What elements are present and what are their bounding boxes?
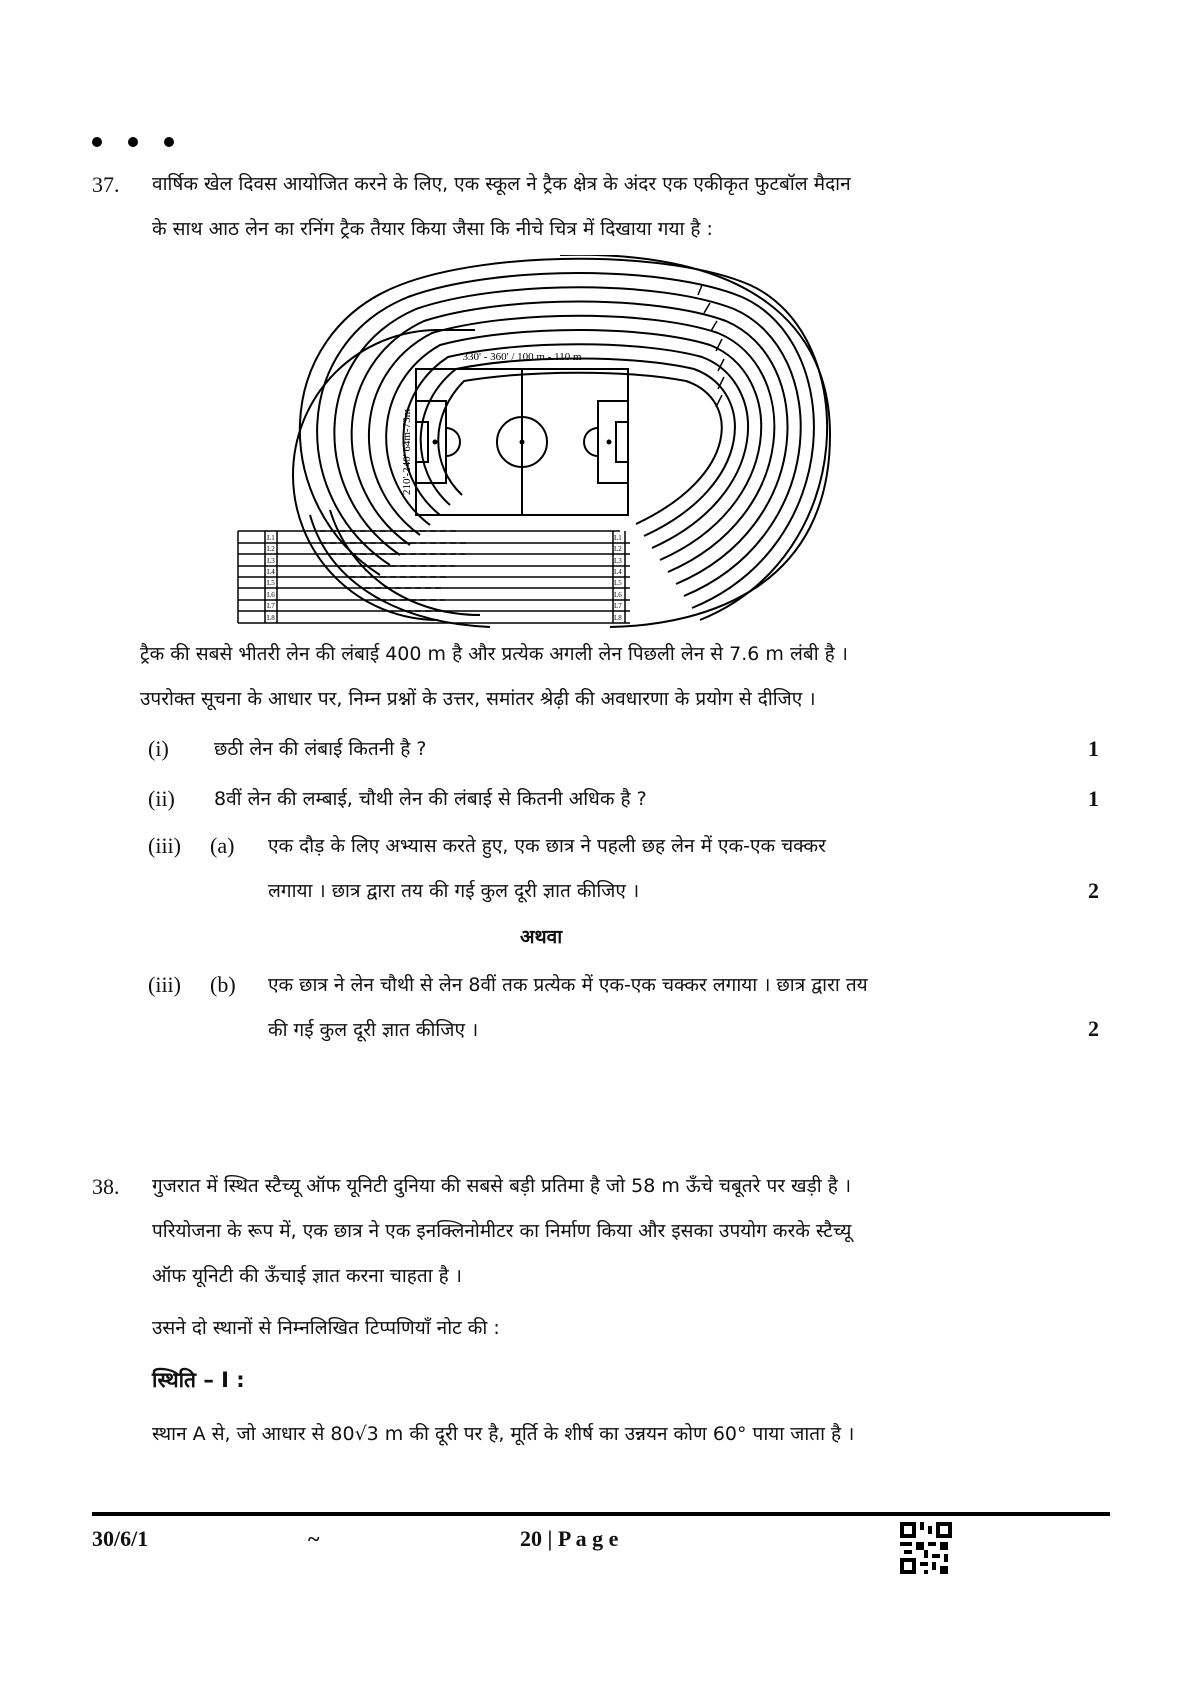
continuation-dots [92, 137, 174, 147]
svg-text:L1: L1 [614, 534, 622, 542]
question-37-number: 37. [92, 172, 120, 197]
field-width-label: 210'-240' 64m-73m [401, 408, 413, 495]
part-ii-text: 8वीं लेन की लम्बाई, चौथी लेन की लंबाई से कितनी अधिक है ? [214, 788, 647, 810]
qr-code-icon [900, 1522, 952, 1574]
situation-1-text: स्थान A से, जो आधार से 80√3 m की दूरी पर है, मूर्ति के शीर्ष का उन्नयन कोण 60° पाया जाता है । [152, 1423, 855, 1445]
footer-rule [92, 1512, 1110, 1516]
q38-observations-intro: उसने दो स्थानों से निम्नलिखित टिप्पणियाँ नोट की : [152, 1317, 500, 1339]
part-i-label: (i) [148, 736, 169, 761]
q37-info-line-2: उपरोक्त सूचना के आधार पर, निम्न प्रश्नों के उत्तर, समांतर श्रेढ़ी की अवधारणा के प्रयोग से दीजिए । [140, 688, 816, 710]
svg-text:L5: L5 [267, 579, 275, 587]
svg-text:L7: L7 [614, 602, 622, 610]
svg-text:L3: L3 [267, 557, 275, 565]
svg-text:L2: L2 [614, 545, 622, 553]
part-iii-b-label: (iii) [148, 972, 181, 997]
svg-text:L3: L3 [614, 557, 622, 565]
situation-1-heading: स्थिति – I : [152, 1368, 245, 1392]
q38-intro-line-1: गुजरात में स्थित स्टैच्यू ऑफ यूनिटी दुनिया की सबसे बड़ी प्रतिमा है जो 58 m ऊँचे चबूतरे पर खड़ी है । [152, 1175, 852, 1197]
running-track-figure [230, 255, 900, 675]
part-iii-a-sublabel: (a) [210, 833, 235, 858]
page-number: 20 | P a g e [520, 1526, 619, 1551]
part-iii-a-label: (iii) [148, 833, 181, 858]
part-i-marks: 1 [1088, 736, 1099, 761]
svg-text:L6: L6 [614, 591, 622, 599]
dot [128, 137, 138, 147]
q37-intro-line-2: के साथ आठ लेन का रनिंग ट्रैक तैयार किया जैसा कि नीचे चित्र में दिखाया गया है : [152, 218, 713, 240]
svg-text:L7: L7 [267, 602, 275, 610]
part-i-text: छठी लेन की लंबाई कितनी है ? [214, 738, 427, 760]
question-38-number: 38. [92, 1174, 120, 1199]
svg-text:L8: L8 [267, 614, 275, 622]
svg-text:L5: L5 [614, 579, 622, 587]
part-iii-a-line-2: लगाया । छात्र द्वारा तय की गई कुल दूरी ज्ञात कीजिए । [268, 880, 640, 902]
paper-code: 30/6/1 [92, 1526, 149, 1551]
dot [164, 137, 174, 147]
svg-text:L4: L4 [614, 568, 622, 576]
part-iii-b-line-1: एक छात्र ने लेन चौथी से लेन 8वीं तक प्रत्येक में एक-एक चक्कर लगाया । छात्र द्वारा तय [268, 974, 868, 996]
svg-text:L2: L2 [267, 545, 275, 553]
part-iii-b-line-2: की गई कुल दूरी ज्ञात कीजिए । [268, 1019, 479, 1041]
footer-tilde: ~ [308, 1526, 320, 1551]
svg-text:L1: L1 [267, 534, 275, 542]
part-iii-a-marks: 2 [1088, 878, 1099, 903]
q38-intro-line-2: परियोजना के रूप में, एक छात्र ने एक इनक्लिनोमीटर का निर्माण किया और इसका उपयोग करके स्टैच्यू [152, 1220, 852, 1242]
dot [92, 137, 102, 147]
part-iii-a-line-1: एक दौड़ के लिए अभ्यास करते हुए, एक छात्र ने पहली छह लेन में एक-एक चक्कर [268, 835, 826, 857]
or-separator: अथवा [520, 926, 563, 948]
field-length-label: 330' - 360' / 100 m - 110 m [462, 351, 582, 363]
svg-text:L8: L8 [614, 614, 622, 622]
q38-intro-line-3: ऑफ यूनिटी की ऊँचाई ज्ञात करना चाहता है । [152, 1265, 463, 1287]
part-ii-marks: 1 [1088, 786, 1099, 811]
part-iii-b-sublabel: (b) [210, 972, 236, 997]
part-ii-label: (ii) [148, 786, 175, 811]
q37-info-line-1: ट्रैक की सबसे भीतरी लेन की लंबाई 400 m है और प्रत्येक अगली लेन पिछली लेन से 7.6 m लंबी है । [140, 643, 848, 665]
svg-text:L4: L4 [267, 568, 275, 576]
q37-intro-line-1: वार्षिक खेल दिवस आयोजित करने के लिए, एक स्कूल ने ट्रैक क्षेत्र के अंदर एक एकीकृत फुटबॉल मैदान [152, 173, 851, 195]
part-iii-b-marks: 2 [1088, 1016, 1099, 1041]
svg-text:L6: L6 [267, 591, 275, 599]
